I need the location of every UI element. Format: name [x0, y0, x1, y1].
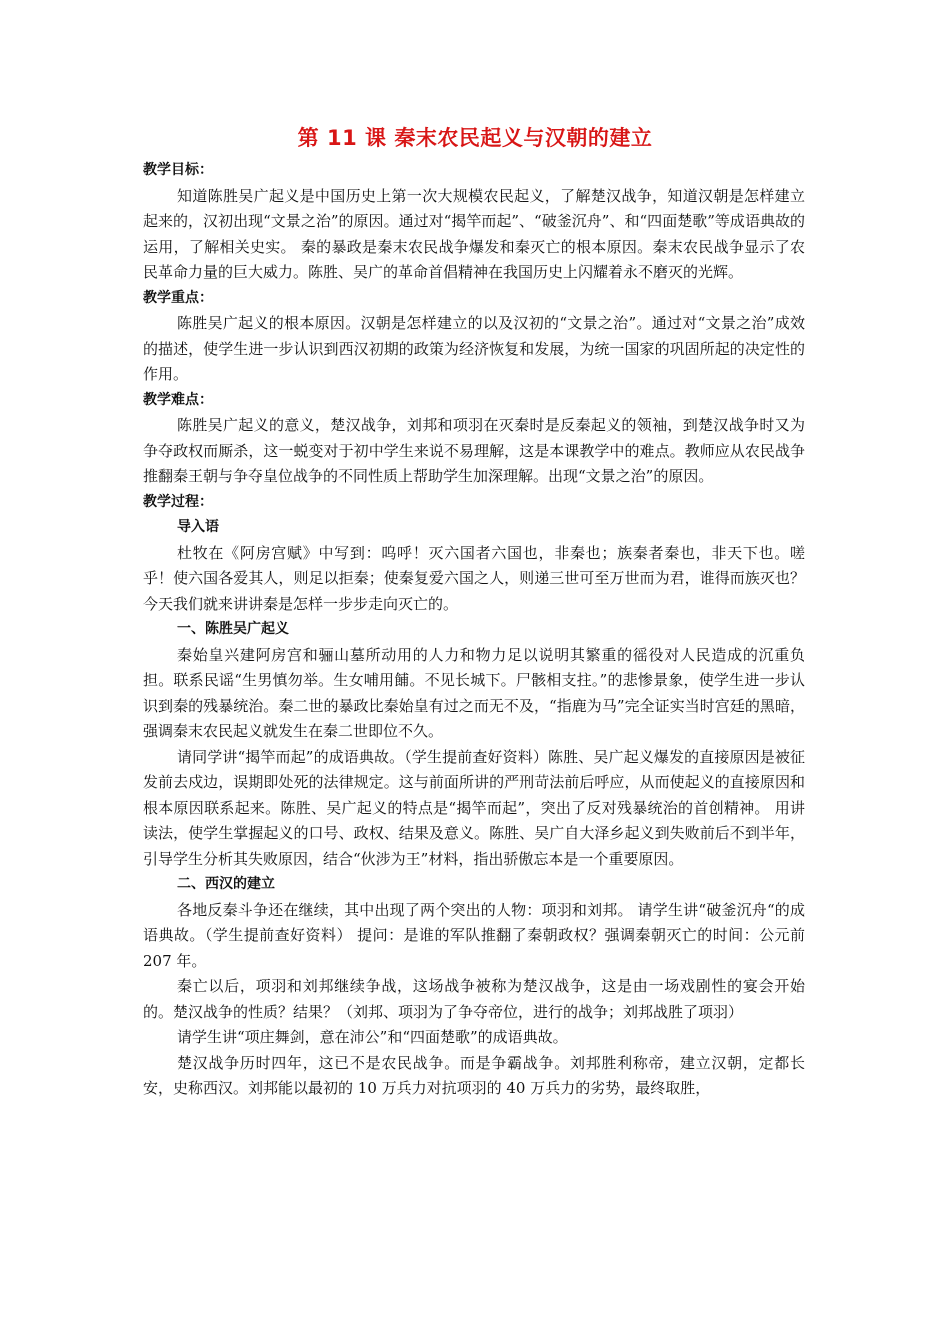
part1-heading: 一、陈胜吴广起义 — [177, 621, 289, 637]
difficulties-paragraph: 陈胜吴广起义的意义，楚汉战争，刘邦和项羽在灭秦时是反秦起义的领袖，到楚汉战争时又为争夺政权而厮杀，这一蜕变对于初中学生来说不易理解，这是本课教学中的难点。教师应从农民战争推翻秦王朝与争夺皇位战争的不同性质上帮助学生加深理解。出现“文景之治”的原因。 — [143, 416, 805, 485]
intro-heading: 导入语 — [177, 519, 219, 535]
section-heading-difficulties: 教学难点： — [143, 391, 213, 408]
part2-paragraph-3: 请学生讲“项庄舞剑，意在沛公”和“四面楚歌”的成语典故。 — [177, 1028, 568, 1046]
section-heading-goals: 教学目标： — [143, 162, 213, 178]
lesson-title: 第 11 课 秦末农民起义与汉朝的建立 — [297, 126, 653, 150]
part2-paragraph-2: 秦亡以后，项羽和刘邦继续争战，这场战争被称为楚汉战争，这是由一场戏剧性的宴会开始的。楚汉战争的性质？结果？（刘邦、项羽为了争夺帝位，进行的战争；刘邦战胜了项羽） — [143, 977, 805, 1021]
key-points-paragraph: 陈胜吴广起义的根本原因。汉朝是怎样建立的以及汉初的“文景之治”。通过对“文景之治”成效的描述，使学生进一步认识到西汉初期的政策为经济恢复和发展，为统一国家的巩固所起的决定性的作用。 — [143, 314, 805, 383]
goals-paragraph: 知道陈胜吴广起义是中国历史上第一次大规模农民起义，了解楚汉战争，知道汉朝是怎样建立起来的，汉初出现“文景之治”的原因。通过对“揭竿而起”、“破釜沉舟”、和“四面楚歌”等成语典故的运用，了解相关史实。 秦的暴政是秦末农民战争爆发和秦灭亡的根本原因。秦末农民战争显示了农民革命力量的巨大威力。陈胜、吴广的革命首倡精神在我国历史上闪耀着永不磨灭的光辉。 — [143, 186, 805, 281]
part1-paragraph-2: 请同学讲“揭竿而起”的成语典故。（学生提前查好资料）陈胜、吴广起义爆发的直接原因是被征发前去戍边，误期即处死的法律规定。这与前面所讲的严刑苛法前后呼应，从而使起义的直接原因和根本原因联系起来。陈胜、吴广起义的特点是“揭竿而起”，突出了反对残暴统治的首创精神。 用讲读法，使学生掌握起义的口号、政权、结果及意义。陈胜、吴广自大泽乡起义到失败前后不到半年，引导学生分析其失败原因，结合“伙涉为王”材料，指出骄傲忘本是一个重要原因。 — [143, 747, 805, 868]
part2-heading: 二、西汉的建立 — [177, 876, 275, 892]
part2-paragraph-4: 楚汉战争历时四年，这已不是农民战争。而是争霸战争。刘邦胜利称帝，建立汉朝，定都长安，史称西汉。刘邦能以最初的 10 万兵力对抗项羽的 40 万兵力的劣势，最终取胜， — [143, 1053, 805, 1097]
lesson-body — [143, 158, 805, 1102]
section-heading-key-points: 教学重点： — [143, 289, 213, 306]
part1-paragraph-1: 秦始皇兴建阿房宫和骊山墓所动用的人力和物力足以说明其繁重的徭役对人民造成的沉重负担。联系民谣“生男慎勿举。生女哺用餔。不见长城下。尸骸相支拄。”的悲惨景象，使学生进一步认识到秦的残暴统治。秦二世的暴政比秦始皇有过之而无不及，“指鹿为马”完全证实当时宫廷的黑暗，强调秦末农民起义就发生在秦二世即位不久。 — [143, 645, 805, 740]
intro-paragraph: 杜牧在《阿房宫赋》中写到：呜呼！灭六国者六国也，非秦也；族秦者秦也，非天下也。嗟乎！使六国各爱其人，则足以拒秦；使秦复爱六国之人，则递三世可至万世而为君，谁得而族灭也？今天我们就来讲讲秦是怎样一步步走向灭亡的。 — [143, 543, 805, 613]
section-heading-process: 教学过程： — [143, 493, 213, 510]
part2-paragraph-1: 各地反秦斗争还在继续，其中出现了两个突出的人物：项羽和刘邦。 请学生讲“破釜沉舟“的成语典故。（学生提前查好资料） 提问：是谁的军队推翻了秦朝政权？强调秦朝灭亡的时间：公元前 207 年。 — [143, 900, 805, 970]
